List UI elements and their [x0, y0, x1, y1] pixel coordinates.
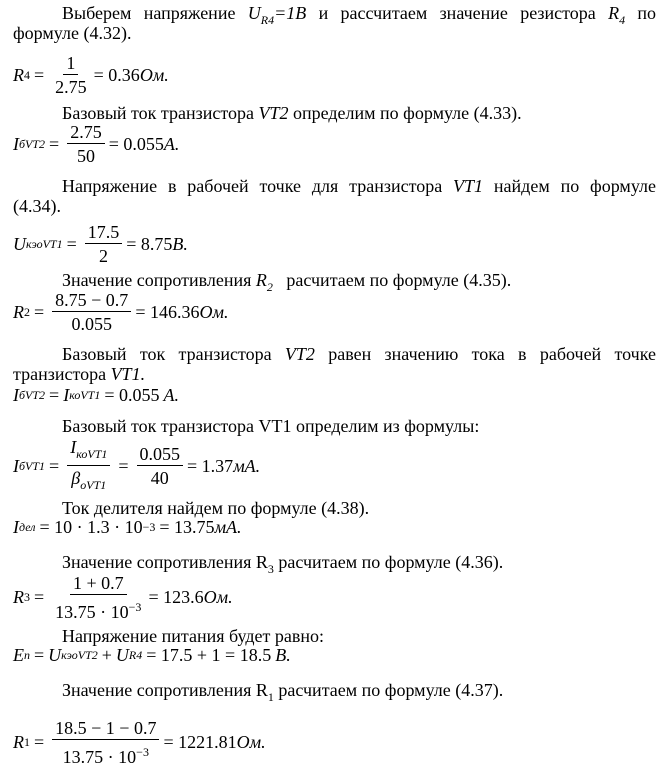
equation-en: E п = U кэоVT2 + U R4 = 17.5 + 1 = 18.5 B. [13, 645, 291, 665]
paragraph-5-line-2: транзистора VT1. [13, 364, 146, 384]
equation-r3: R 3 = $\frac{1 + 0.7}{13.75 \cdot 10^{-3}}$ = 123.6 Ом. [13, 573, 233, 622]
paragraph-3-line-1: Напряжение в рабочей точке для транзистора VT1 найдем по формуле [62, 176, 656, 196]
paragraph-4: Значение сопротивления $R_2$ расчитаем по формуле (4.35). [62, 270, 512, 294]
paragraph-1-line-1: Выберем напряжение $U_{R4}=1B$ и рассчитаем значение резистора $R_4$ по [62, 3, 656, 27]
paragraph-9: Напряжение питания будет равно: [62, 626, 324, 646]
paragraph-3-line-2: (4.34). [13, 196, 61, 216]
paragraph-8: Значение сопротивления $R_3$ расчитаем по формуле (4.36). [62, 552, 504, 576]
paragraph-6: Базовый ток транзистора VT1 определим из формулы: [62, 416, 480, 436]
equation-ib-vt2: I бVT2 = $\frac{2.75}{50}$ = 0.055 A. [13, 122, 180, 166]
equation-idel: I дел = 10 · 1.3 · 10 −3 = 13.75 мA. [13, 517, 242, 537]
paragraph-10: Значение сопротивления $R_1$ расчитаем по формуле (4.37). [62, 680, 504, 704]
equation-r2: R 2 = $\frac{8.75 - 0.7}{0.055}$ = 146.36 Ом. [13, 290, 229, 334]
equation-r4: R 4 = $\frac{1}{2.75}$ = 0.36 Ом. [13, 53, 169, 97]
equation-ib-vt1: I бVT1 = $\frac{I_{коVT1}}{\beta_{оVT1}}$ = $\frac{0.055}{40}$ = 1.37 мA. [13, 437, 261, 492]
equation-r1: R 1 = $\frac{18.5 - 1 - 0.7}{13.75 \cdot 10^{-3}}$ = 1221.81 Ом. [13, 718, 266, 767]
equation-ukeo-vt1: U кэоVT1 = $\frac{17.5}{2}$ = 8.75 B. [13, 222, 188, 266]
paragraph-1-line-2: формуле (4.32). [13, 23, 132, 43]
paragraph-5-line-1: Базовый ток транзистора VT2 равен значению тока в рабочей точке [62, 344, 656, 364]
paragraph-2: Базовый ток транзистора VT2 определим по формуле (4.33). [62, 103, 522, 123]
paragraph-7: Ток делителя найдем по формуле (4.38). [62, 498, 370, 518]
equation-ib-eq-iko: I бVT2 = I коVT1 = 0.055 A. [13, 385, 180, 405]
